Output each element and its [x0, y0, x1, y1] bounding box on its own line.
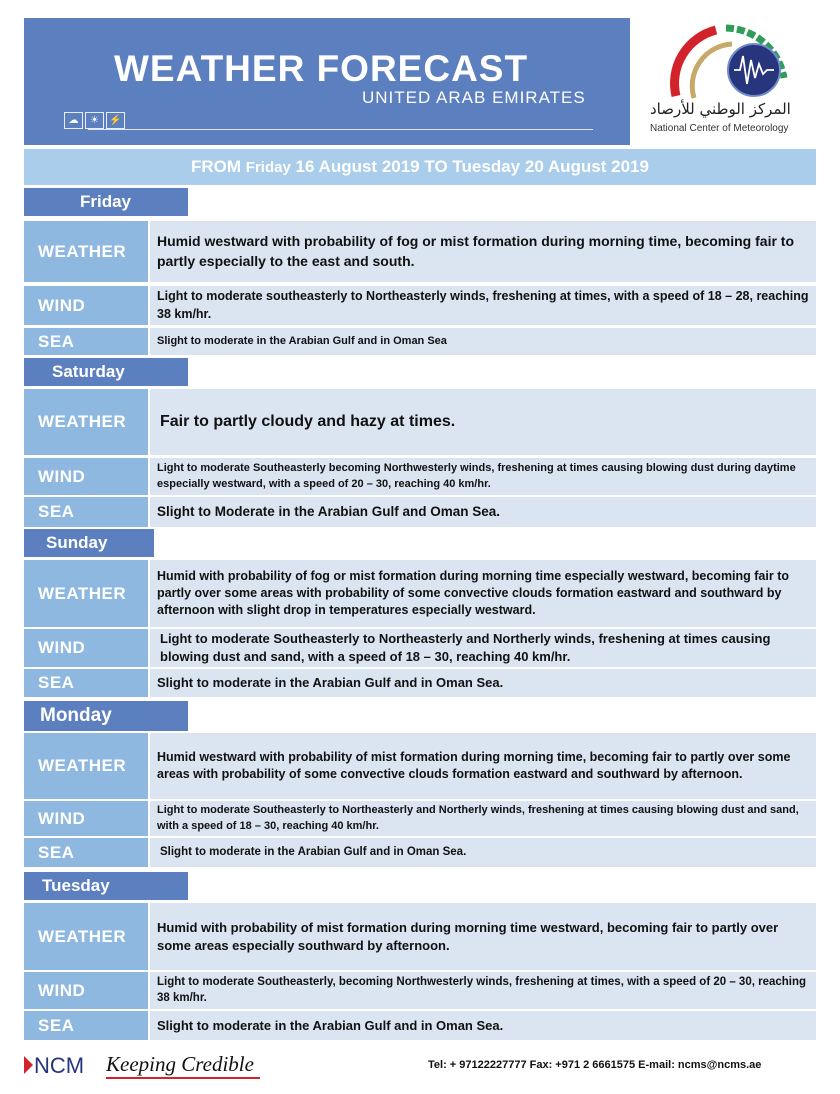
- sea-text-tuesday: Slight to moderate in the Arabian Gulf and in Oman Sea.: [150, 1011, 816, 1040]
- day-header-monday: Monday: [24, 701, 188, 731]
- date-to-day: Tuesday: [452, 157, 521, 176]
- wind-text-monday: Light to moderate Southeasterly to Northeasterly and Northerly winds, freshening at times causing blowing dust and sand, with a speed of 18 – 30, reaching 40 km/hr.: [150, 801, 816, 836]
- weather-text-monday: Humid westward with probability of mist formation during morning time, becoming fair to partly over some areas with probability of some convective clouds formation eastward and southward by afternoon.: [150, 733, 816, 799]
- wind-label: WIND: [24, 972, 148, 1009]
- sea-text-sunday: Slight to moderate in the Arabian Gulf and in Oman Sea.: [150, 669, 816, 697]
- weather-label: WEATHER: [24, 733, 148, 799]
- day-header-sunday: Sunday: [24, 529, 154, 557]
- footer-brand: [24, 1052, 260, 1079]
- header-banner: [24, 18, 630, 145]
- day-header-tuesday: Tuesday: [24, 872, 188, 900]
- wind-text-saturday: Light to moderate Southeasterly becoming Northwesterly winds, freshening at times causing blowing dust during daytime especially westward, with a speed of 20 – 30, reaching 40 km/hr.: [150, 458, 816, 495]
- sea-text-friday: Slight to moderate in the Arabian Gulf and in Oman Sea: [150, 328, 816, 355]
- weather-label: WEATHER: [24, 903, 148, 970]
- lightning-icon: ⚡: [106, 112, 125, 129]
- weather-label: WEATHER: [24, 221, 148, 282]
- ncm-brand-logo: [24, 1053, 86, 1079]
- sea-label: SEA: [24, 328, 148, 355]
- sea-label: SEA: [24, 1011, 148, 1040]
- date-to-label: TO: [424, 157, 448, 176]
- footer-contact: Tel: + 97122227777 Fax: +971 2 6661575 E-mail: ncms@ncms.ae: [428, 1059, 762, 1071]
- ncm-arrow-icon: [24, 1056, 33, 1074]
- footer-slogan: Keeping Credible: [106, 1052, 260, 1079]
- wind-label: WIND: [24, 629, 148, 667]
- header-divider: [88, 129, 593, 130]
- sea-text-saturday: Slight to Moderate in the Arabian Gulf and Oman Sea.: [150, 497, 816, 527]
- day-header-saturday: Saturday: [24, 358, 188, 386]
- logo-english-name: National Center of Meteorology: [650, 123, 789, 134]
- wind-label: WIND: [24, 801, 148, 836]
- date-to-date: 20 August 2019: [524, 157, 649, 176]
- date-range-bar: [24, 149, 816, 185]
- sun-icon: ☀: [85, 112, 104, 129]
- wind-label: WIND: [24, 458, 148, 495]
- weather-text-tuesday: Humid with probability of mist formation during morning time westward, becoming fair to partly over some areas especially southward by afternoon.: [150, 903, 816, 970]
- weather-icons: [64, 112, 125, 129]
- logo-arabic-name: المركز الوطني للأرصاد: [650, 100, 791, 118]
- wind-text-tuesday: Light to moderate Southeasterly, becoming Northwesterly winds, freshening at times, with a speed of 20 – 30, reaching 38 km/hr.: [150, 972, 816, 1009]
- page-title: WEATHER FORECAST: [114, 48, 529, 89]
- wind-text-sunday: Light to moderate Southeasterly to Northeasterly and Northerly winds, freshening at times causing blowing dust and sand, with a speed of 18 – 30, reaching 40 km/hr.: [150, 629, 816, 667]
- sea-label: SEA: [24, 838, 148, 867]
- sea-label: SEA: [24, 497, 148, 527]
- weather-text-sunday: Humid with probability of fog or mist formation during morning time especially westward, becoming fair to partly over some areas with probability of some convective clouds formation eastward and southward by afternoon with slight drop in temperatures especially westward.: [150, 560, 816, 627]
- date-from-day: Friday: [245, 159, 291, 176]
- sea-label: SEA: [24, 669, 148, 697]
- weather-text-saturday: Fair to partly cloudy and hazy at times.: [150, 389, 816, 455]
- cloud-icon: ☁: [64, 112, 83, 129]
- weather-label: WEATHER: [24, 560, 148, 627]
- weather-text-friday: Humid westward with probability of fog or mist formation during morning time, becoming fair to partly especially to the east and south.: [150, 221, 816, 282]
- date-from-date: 16 August 2019: [295, 157, 420, 176]
- date-from-label: FROM: [191, 157, 242, 176]
- sea-text-monday: Slight to moderate in the Arabian Gulf and in Oman Sea.: [150, 838, 816, 867]
- wind-label: WIND: [24, 286, 148, 325]
- weather-label: WEATHER: [24, 389, 148, 455]
- day-header-friday: Friday: [24, 188, 188, 216]
- ncm-brand-text: NCM: [34, 1052, 85, 1078]
- page-subtitle: UNITED ARAB EMIRATES: [362, 88, 586, 107]
- wind-text-friday: Light to moderate southeasterly to Northeasterly winds, freshening at times, with a speed of 18 – 28, reaching 38 km/hr.: [150, 286, 816, 325]
